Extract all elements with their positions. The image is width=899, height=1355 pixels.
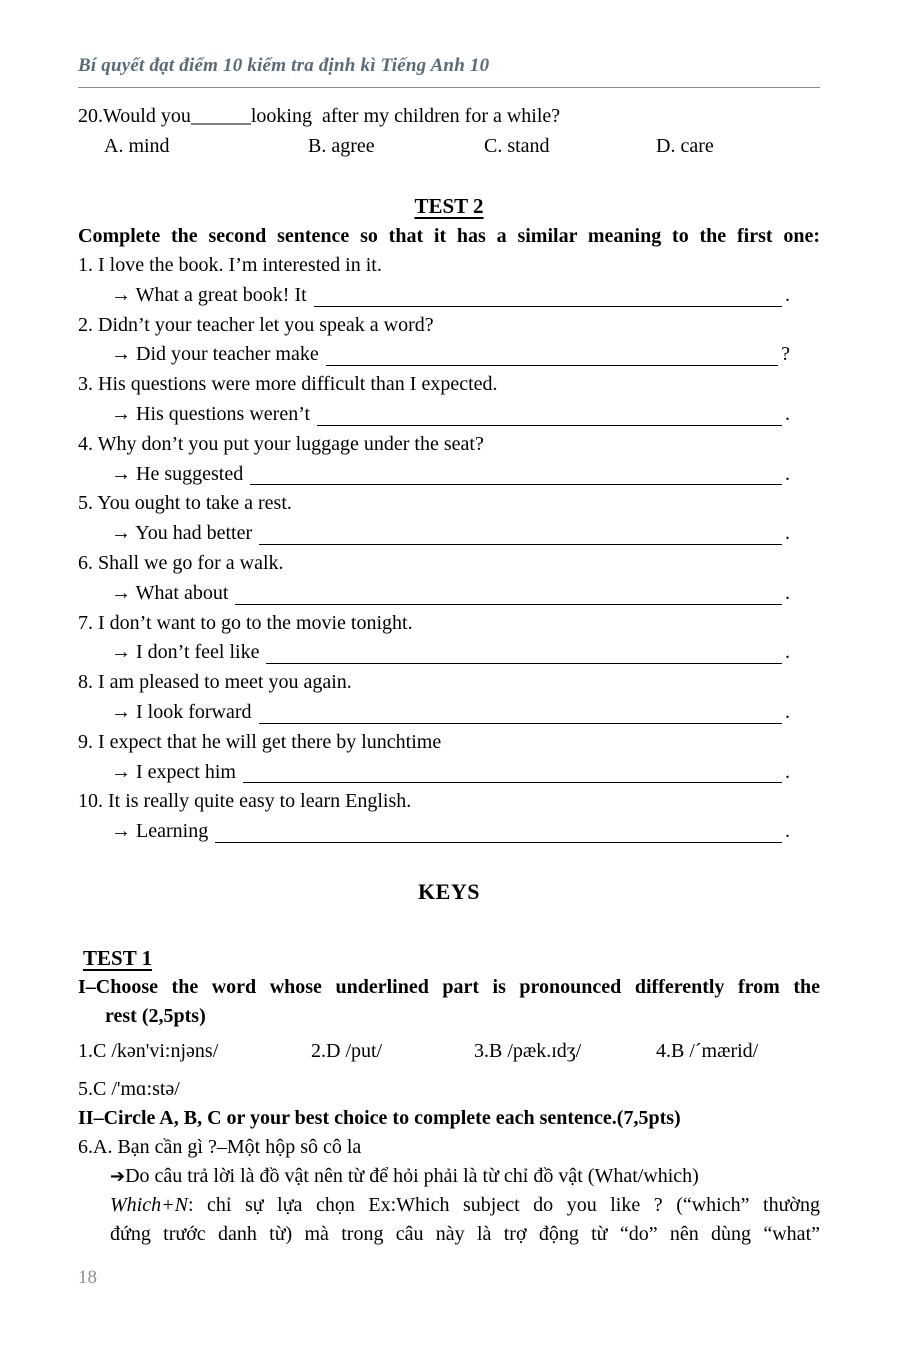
item-prompt: 10. It is really quite easy to learn English.	[78, 790, 412, 813]
pronunciation-answers-row	[78, 1036, 820, 1066]
item6-explanation-3: đứng trước danh từ) mà trong câu này là trợ động từ “do” nên dùng “what”	[110, 1222, 820, 1245]
test2-item	[78, 311, 820, 371]
item-prompt: 7. I don’t want to go to the movie tonight.	[78, 611, 413, 634]
rewrite-punctuation: .	[785, 641, 790, 664]
rewrite-punctuation: .	[785, 760, 790, 783]
rewrite-punctuation: .	[785, 402, 790, 425]
section1-heading-line1: I–Choose the word whose underlined part is pronounced differently from the	[78, 975, 820, 998]
test2-section	[78, 191, 820, 847]
rewrite-line	[111, 817, 790, 847]
document-header	[78, 54, 820, 88]
answer-blank	[314, 306, 782, 307]
rewrite-line	[111, 758, 790, 788]
item-prompt: 4. Why don’t you put your luggage under the seat?	[78, 432, 484, 455]
test2-item	[78, 787, 820, 847]
test2-item	[78, 549, 820, 609]
keys-title: KEYS	[418, 878, 480, 904]
item6-explanation-1	[110, 1162, 820, 1191]
answer-blank	[259, 544, 782, 545]
rewrite-prefix: → Learning	[111, 820, 209, 843]
rewrite-prefix: → What a great book! It	[111, 283, 307, 306]
item-prompt: 1. I love the book. I’m interested in it.	[78, 254, 382, 276]
header-title: Bí quyết đạt điểm 10 kiểm tra định kì Tiếng Anh 10	[78, 55, 490, 76]
heavy-right-arrow-icon: ➔	[110, 1165, 126, 1187]
rewrite-punctuation: ?	[781, 343, 790, 366]
rewrite-prefix: → Did your teacher make	[111, 343, 319, 366]
item-prompt: 9. I expect that he will get there by lunchtime	[78, 730, 442, 753]
test2-item	[78, 430, 820, 490]
rewrite-line	[111, 400, 790, 430]
rewrite-line	[111, 638, 790, 668]
page-number: 18	[78, 1266, 97, 1288]
rewrite-line	[111, 519, 790, 549]
rewrite-line	[111, 340, 790, 370]
header-rule	[78, 87, 820, 88]
test2-item	[78, 370, 820, 430]
rewrite-line	[111, 698, 790, 728]
item-prompt: 5. You ought to take a rest.	[78, 492, 292, 515]
question-20-text: 20.Would you______looking after my children for a while?	[78, 105, 561, 127]
test2-item	[78, 609, 820, 669]
answer-1: 1.C /kən'vi:njəns/	[78, 1039, 219, 1062]
rewrite-prefix: → I expect him	[111, 760, 236, 783]
rewrite-prefix: → He suggested	[111, 462, 244, 485]
rewrite-prefix: → You had better	[111, 522, 253, 545]
rewrite-line	[111, 460, 790, 490]
answer-blank	[243, 782, 782, 783]
answer-blank	[259, 723, 782, 724]
key-item6-line: 6.A. Bạn cần gì ?–Một hộp sô cô la	[78, 1135, 362, 1158]
option-b: B. agree	[308, 135, 375, 157]
item-prompt: 3. His questions were more difficult than I expected.	[78, 373, 498, 396]
item-prompt: 6. Shall we go for a walk.	[78, 551, 284, 574]
answer-blank	[317, 425, 782, 426]
item-prompt: 2. Didn’t your teacher let you speak a word?	[78, 313, 434, 336]
rewrite-punctuation: .	[785, 283, 790, 306]
rewrite-prefix: → I don’t feel like	[111, 641, 260, 664]
rewrite-punctuation: .	[785, 700, 790, 723]
test2-instruction: Complete the second sentence so that it has a similar meaning to the first one:	[78, 225, 820, 247]
rewrite-punctuation: .	[785, 522, 790, 545]
test1-heading: TEST 1	[83, 945, 153, 970]
answer-5: 5.C /'mɑ:stə/	[78, 1077, 180, 1100]
answer-blank	[235, 604, 782, 605]
answer-blank	[266, 663, 782, 664]
answer-blank	[215, 842, 782, 843]
test2-item	[78, 728, 820, 788]
question-20-options-row	[78, 131, 820, 161]
rewrite-line	[111, 281, 790, 311]
section2-heading: II–Circle A, B, C or your best choice to complete each sentence.(7,5pts)	[78, 1106, 681, 1129]
answer-blank	[250, 484, 782, 485]
section1-heading-line2: rest (2,5pts)	[105, 1004, 206, 1027]
option-c: C. stand	[484, 135, 550, 157]
option-d: D. care	[656, 135, 714, 157]
rewrite-prefix: → His questions weren’t	[111, 402, 311, 425]
option-a: A. mind	[104, 135, 170, 157]
rewrite-line	[111, 579, 790, 609]
rewrite-prefix: → I look forward	[111, 700, 252, 723]
answer-blank	[326, 365, 778, 366]
test2-title: TEST 2	[414, 194, 484, 218]
explanation-2-text: : chỉ sự lựa chọn Ex:Which subject do you like ? (“which” thường	[187, 1193, 820, 1216]
test2-item	[78, 489, 820, 549]
question-20	[78, 101, 820, 161]
item-prompt: 8. I am pleased to meet you again.	[78, 671, 352, 694]
item6-explanation-2	[110, 1191, 820, 1220]
answer-4: 4.B /´mærid/	[656, 1039, 759, 1062]
test2-item	[78, 251, 820, 311]
test2-item	[78, 668, 820, 728]
which-n-italic: Which+N	[110, 1193, 188, 1216]
answer-2: 2.D /put/	[311, 1039, 383, 1062]
answer-3: 3.B /pæk.ɪdʒ/	[474, 1039, 582, 1062]
rewrite-prefix: → What about	[111, 581, 229, 604]
rewrite-punctuation: .	[785, 462, 790, 485]
rewrite-punctuation: .	[785, 820, 790, 843]
explanation-1-text: Do câu trả lời là đồ vật nên từ để hỏi phải là từ chỉ đồ vật (What/which)	[125, 1164, 699, 1187]
rewrite-punctuation: .	[785, 581, 790, 604]
keys-section	[78, 876, 820, 1249]
